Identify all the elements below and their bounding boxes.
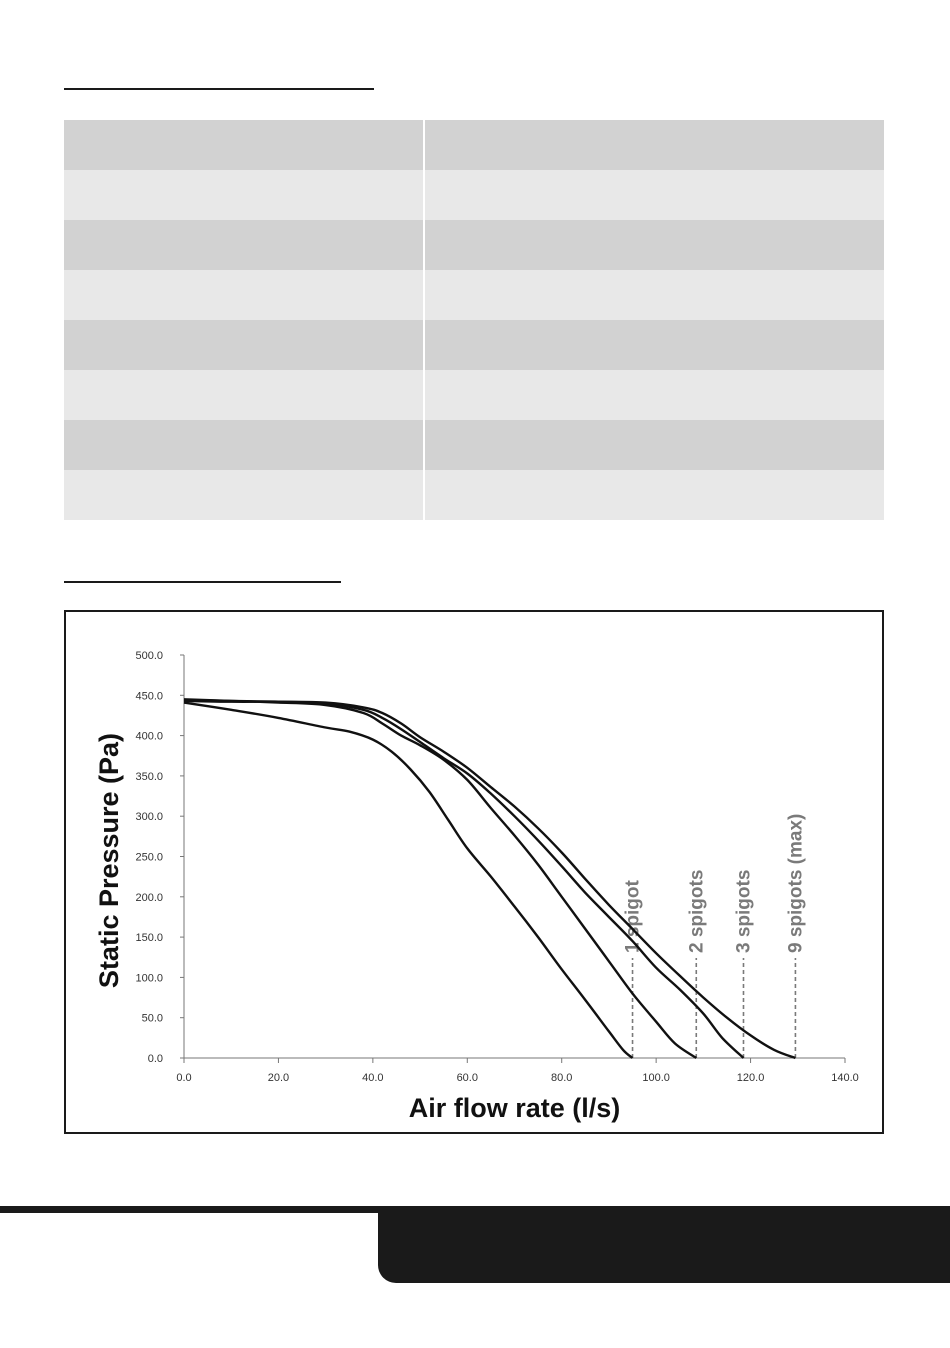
performance-chart [66,612,882,1132]
table-cell [64,170,423,220]
x-tick-label: 80.0 [551,1072,573,1084]
y-tick-label: 450.0 [135,690,163,703]
table-cell [425,120,884,170]
table-cell [64,320,423,370]
chart-frame [64,610,884,1134]
table-cell [425,170,884,220]
x-tick-label: 60.0 [456,1072,478,1084]
section-rule-top [64,88,374,90]
y-tick-label: 300.0 [135,811,163,824]
y-tick-label: 0.0 [147,1053,163,1065]
table-cell [64,370,423,420]
table-cell [425,370,884,420]
y-axis-title: Static Pressure (Pa) [94,732,124,989]
y-tick-label: 50.0 [141,1012,163,1025]
table-cell [64,420,423,470]
y-tick-label: 250.0 [135,851,163,864]
x-tick-label: 100.0 [642,1072,670,1084]
series-line-2 [184,700,696,1058]
table-cell [64,470,423,520]
x-tick-label: 0.0 [176,1072,192,1084]
y-tick-label: 500.0 [135,650,163,662]
spigot-marker-label: 1 spigot [622,880,644,953]
table-row [64,270,884,320]
series-line-1 [184,703,633,1058]
x-tick-label: 120.0 [736,1072,765,1084]
y-tick-label: 350.0 [135,770,163,783]
footer-tab [378,1206,950,1283]
table-cell [425,220,884,270]
spigot-marker-label: 3 spigots [733,869,755,953]
table-cell [425,270,884,320]
table-row [64,370,884,420]
table-row [64,320,884,370]
x-axis-title: Air flow rate (l/s) [408,1093,621,1123]
spigot-marker-label: 9 spigots (max) [785,813,807,953]
table-cell [425,420,884,470]
table-row [64,470,884,520]
y-tick-label: 400.0 [135,730,163,743]
x-tick-label: 40.0 [362,1072,384,1084]
y-tick-label: 200.0 [135,891,163,904]
table-cell [64,220,423,270]
table-cell [64,120,423,170]
section-rule-chart [64,581,341,583]
table-row [64,170,884,220]
spec-table [64,120,884,520]
y-tick-label: 150.0 [135,932,163,945]
spigot-marker-label: 2 spigots [686,869,708,953]
table-row [64,220,884,270]
series-line-3 [184,699,744,1058]
y-tick-label: 100.0 [135,972,163,985]
table-row [64,420,884,470]
x-tick-label: 20.0 [267,1072,290,1084]
table-row [64,120,884,170]
table-cell [425,320,884,370]
table-cell [64,270,423,320]
table-cell [425,470,884,520]
x-tick-label: 140.0 [831,1072,859,1084]
